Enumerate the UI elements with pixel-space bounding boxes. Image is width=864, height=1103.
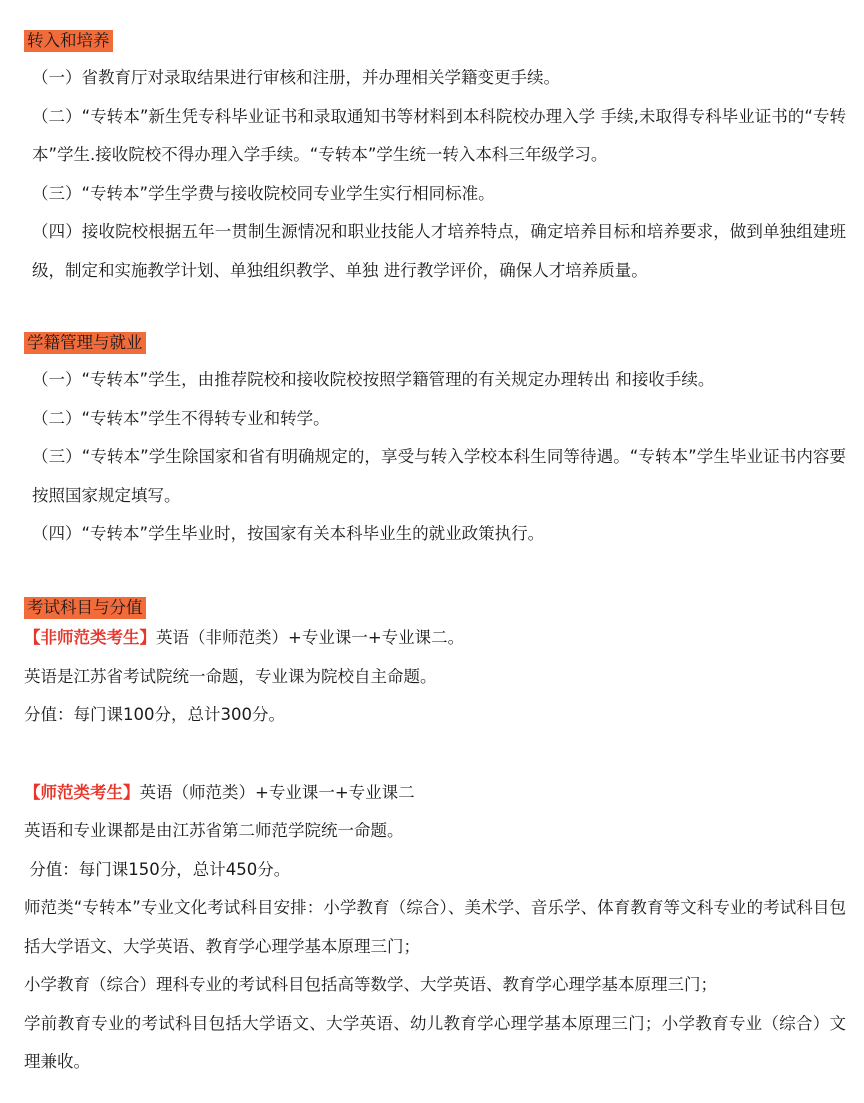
paragraph: （二）“专转本”学生不得转专业和转学。 xyxy=(32,408,330,428)
paragraph: （四）“专转本”学生毕业时，按国家有关本科毕业生的就业政策执行。 xyxy=(32,524,545,543)
paragraph: 分值：每门课100分，总计300分。 xyxy=(24,705,285,724)
section-heading: 考试科目与分值 xyxy=(24,597,146,619)
section-transfer-training xyxy=(24,30,846,290)
normal-line xyxy=(24,774,846,813)
section-exam-subjects xyxy=(24,597,846,1082)
non-normal-line xyxy=(24,619,846,658)
paragraph: 英语是江苏省考试院统一命题，专业课为院校自主命题。 xyxy=(24,666,437,686)
non-normal-subjects: 英语（非师范类）+专业课一+专业课二。 xyxy=(156,628,465,647)
paragraph: （二）“专转本”新生凭专科毕业证书和录取通知书等材料到本科院校办理入学 手续,未取得专科毕业证书的“专转本”学生.接收院校不得办理入学手续。“专转本”学生统一转入本科三年级学习。 xyxy=(32,106,846,164)
paragraph: （四）接收院校根据五年一贯制生源情况和职业技能人才培养特点，确定培养目标和培养要求，做到单独组建班级，制定和实施教学计划、单独组织教学、单独 进行教学评价，确保人才培养质量。 xyxy=(32,222,846,280)
paragraph: 小学教育（综合）理科专业的考试科目包括高等数学、大学英语、教育学心理学基本原理三门； xyxy=(24,975,717,994)
paragraph: 师范类“专转本”专业文化考试科目安排：小学教育（综合）、美术学、音乐学、体育教育等文科专业的考试科目包括大学语文、大学英语、教育学心理学基本原理三门； xyxy=(24,898,846,956)
paragraph: 英语和专业课都是由江苏省第二师范学院统一命题。 xyxy=(24,821,404,840)
non-normal-tag: 【非师范类考生】 xyxy=(24,628,156,647)
paragraph: 分值：每门课150分，总计450分。 xyxy=(24,859,291,879)
section-heading: 学籍管理与就业 xyxy=(24,332,146,354)
paragraph: 学前教育专业的考试科目包括大学语文、大学英语、幼儿教育学心理学基本原理三门；小学教育专业（综合）文理兼收。 xyxy=(24,1013,846,1071)
paragraph: （一）省教育厅对录取结果进行审核和注册，并办理相关学籍变更手续。 xyxy=(32,68,560,87)
paragraph: （三）“专转本”学生除国家和省有明确规定的，享受与转入学校本科生同等待遇。“专转本”学生毕业证书内容要按照国家规定填写。 xyxy=(32,447,846,505)
normal-subjects: 英语（师范类）+专业课一+专业课二 xyxy=(139,782,415,802)
section-heading: 转入和培养 xyxy=(24,30,113,52)
paragraph: （一）“专转本”学生，由推荐院校和接收院校按照学籍管理的有关规定办理转出 和接收手续。 xyxy=(32,370,715,389)
normal-tag: 【师范类考生】 xyxy=(24,782,140,802)
paragraph: （三）“专转本”学生学费与接收院校同专业学生实行相同标准。 xyxy=(32,183,495,203)
section-status-employment xyxy=(24,332,846,554)
